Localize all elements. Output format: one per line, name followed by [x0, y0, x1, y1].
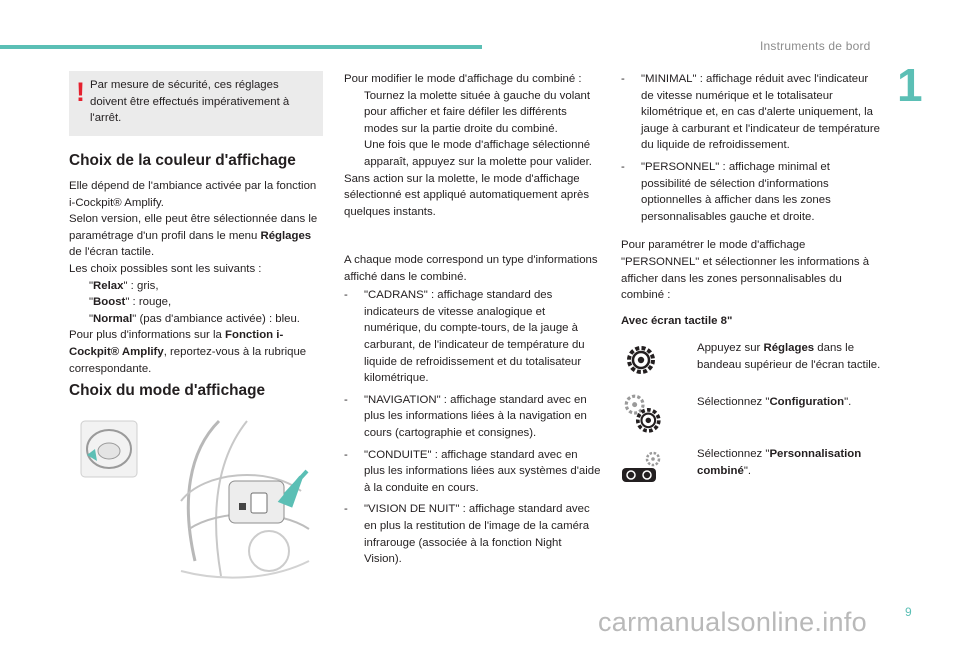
- color-section-body: [69, 178, 323, 377]
- mode-heading: Choix du mode d'affichage: [69, 382, 266, 399]
- touch-step-text: Appuyez sur Réglages dans le bandeau supérieur de l'écran tactile.: [697, 342, 881, 371]
- mode-item: - "CONDUITE" : affichage standard avec en plus les informations liées aux systèmes d'aide à la conduite en cours.: [344, 448, 601, 494]
- mode-list-left: [344, 252, 601, 573]
- mode-item: - "VISION DE NUIT" : affichage standard avec en plus la restitution de l'image de la caméra infrarouge (associée à la fonction Night Vision).: [344, 503, 590, 566]
- color-option: "Relax" : gris,: [89, 279, 159, 292]
- touchscreen-subheading: Avec écran tactile 8": [621, 314, 733, 327]
- watermark: carmanualsonline.info: [598, 607, 867, 637]
- mode-info: A chaque mode correspond un type d'informations affiché dans le combiné.: [344, 254, 598, 283]
- mode-item: - "CADRANS" : affichage standard des indicateurs de vitesse analogique et numérique, du compte-tours, de la jauge à carburant, de l'indicateur de température du liquide de refroidissement et du totalisateur kilométrique.: [344, 289, 585, 385]
- safety-warning-box: [69, 71, 323, 136]
- touch-step-text: Sélectionnez "Personnalisation combiné".: [697, 448, 862, 477]
- mode-item: - "PERSONNEL" : affichage minimal et possibilité de sélection d'informations optionnelles à afficher dans les zones personnalisables gauche et droite.: [621, 160, 831, 223]
- page-number: 9: [905, 605, 912, 619]
- touch-step-configuration: [621, 392, 881, 440]
- touch-step-text: Sélectionnez "Configuration".: [697, 396, 852, 408]
- color-intro: Elle dépend de l'ambiance activée par la fonction i-Cockpit® Amplify.: [69, 180, 317, 209]
- wheel-inset: [81, 421, 137, 477]
- mode-step: Tournez la molette située à gauche du volant pour afficher et faire défiler les différents modes sur la partie droite du combiné.: [364, 89, 591, 135]
- warning-text: Par mesure de sécurité, ces réglages doivent être effectués impérativement à l'arrêt.: [90, 79, 290, 125]
- warning-icon: !: [76, 77, 85, 107]
- touch-step-settings: [621, 340, 881, 390]
- personal-mode-para: Pour paramétrer le mode d'affichage "PERSONNEL" et sélectionner les informations à afficher dans les zones personnalisables du combiné :: [621, 239, 870, 302]
- color-choices-intro: Les choix possibles sont les suivants :: [69, 262, 262, 275]
- color-where: Selon version, elle peut être sélectionnée dans le paramétrage d'un profil dans le menu Réglages de l'écran tactile.: [69, 213, 318, 259]
- chapter-tab: 1: [897, 59, 923, 111]
- mode-step: Une fois que le mode d'affichage sélectionné apparaît, appuyez sur la molette pour valider.: [364, 139, 592, 168]
- steering-wheel-illustration: [69, 411, 323, 586]
- mode-item: - "NAVIGATION" : affichage standard avec en plus les informations liées à la navigation en cours (cartographie et consignes).: [344, 393, 587, 439]
- gear-icon: [621, 340, 661, 380]
- gears-icon: [621, 392, 663, 434]
- color-more-info: Pour plus d'informations sur la Fonction i-Cockpit® Amplify, reportez-vous à la rubrique correspondante.: [69, 329, 307, 375]
- running-title: Instruments de bord: [760, 39, 871, 53]
- color-option: "Normal" (pas d'ambiance activée) : bleu.: [89, 312, 300, 325]
- mode-list-right: [621, 71, 881, 329]
- mode-item: - "MINIMAL" : affichage réduit avec l'indicateur de vitesse numérique et le totalisateur kilométrique et, en cas d'alerte uniquement, la jauge à carburant et l'indicateur de température du liquide de refroidissement.: [621, 73, 880, 152]
- touch-step-personalisation: [621, 446, 881, 488]
- menu-name: Réglages: [260, 229, 312, 242]
- header-rule: [0, 45, 482, 49]
- color-heading: Choix de la couleur d'affichage: [69, 152, 296, 169]
- color-option: "Boost" : rouge,: [89, 296, 172, 309]
- mode-auto-apply: Sans action sur la molette, le mode d'affichage sélectionné est appliqué automatiquement après quelques instants.: [344, 172, 590, 218]
- mode-intro: Pour modifier le mode d'affichage du combiné :: [344, 73, 582, 85]
- mode-instructions: [344, 71, 601, 220]
- cluster-gear-icon: [621, 446, 661, 486]
